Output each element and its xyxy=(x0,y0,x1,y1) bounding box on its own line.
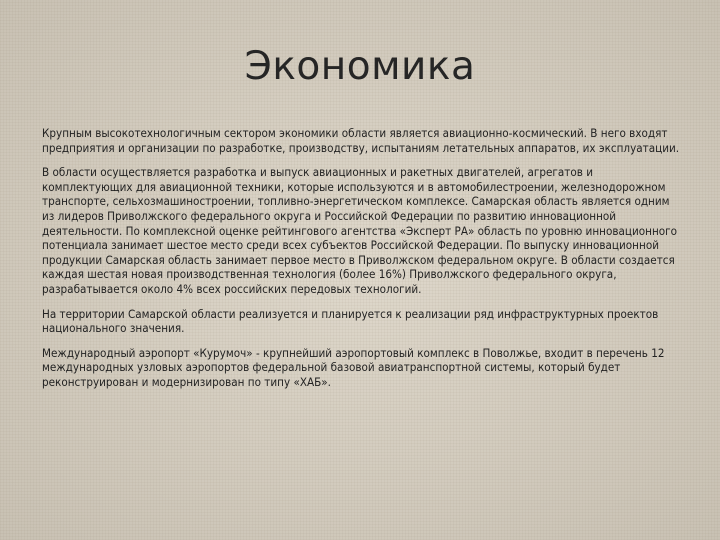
paragraph-aerospace-sector: Крупным высокотехнологичным сектором экономики области является авиационно-космический. В него входят предприятия и организации по разработке, производству, испытаниям летательных аппаратов, их эксплуатации. xyxy=(42,126,680,155)
paragraph-airport: Международный аэропорт «Курумоч» - крупнейший аэропортовый комплекс в Поволжье, входит в перечень 12 международных узловых аэропортов федеральной базовой авиатранспортной системы, который будет реконструирован и модернизирован по типу «ХАБ». xyxy=(42,345,665,389)
slide-body xyxy=(42,126,682,400)
paragraph-infrastructure: На территории Самарской области реализуется и планируется к реализации ряд инфраструктурных проектов национального значения. xyxy=(42,306,659,336)
paragraph-engines-innovation: В области осуществляется разработка и выпуск авиационных и ракетных двигателей, агрегатов и комплектующих для авиационной техники, которые используются и в автомобилестроении, железнодорожном транспорте, сельхозмашиностроении, топливно-энергетическом комплексе. Самарская область является одним из лидеров Приволжского федерального округа и Российской Федерации по развитию инновационной деятельности. По комплексной оценке рейтингового агентства «Эксперт РА» область по уровню инновационного потенциала занимает шестое место среди всех субъектов Российской Федерации. По выпуску инновационной продукции Самарская область занимает первое место в Приволжском федеральном округе. В области создается каждая шестая новая производственная технология (более 16%) Приволжского федерального округа, разрабатывается около 4% всех российских передовых технологий. xyxy=(42,165,678,296)
slide-title: Экономика xyxy=(244,44,476,89)
